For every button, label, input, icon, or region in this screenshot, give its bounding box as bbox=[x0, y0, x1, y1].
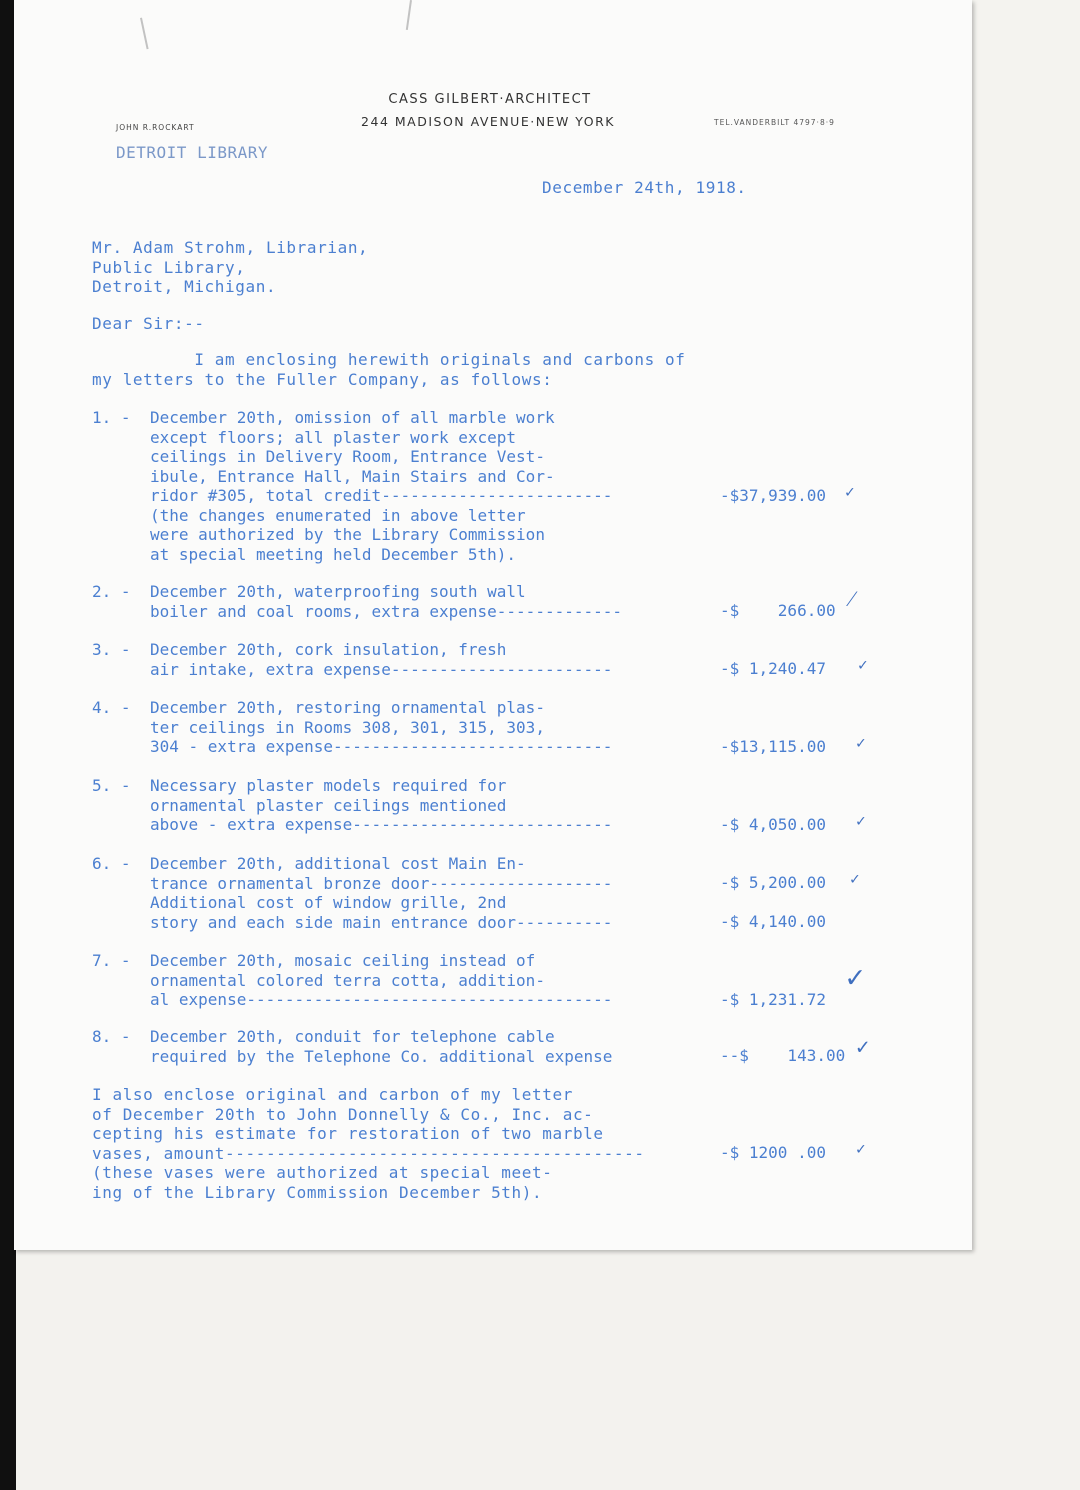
item-number: 4. - bbox=[92, 698, 131, 717]
file-label: DETROIT LIBRARY bbox=[116, 143, 268, 162]
item-text: December 20th, additional cost Main En- trance ornamental bronze door------------------- Additional cost of window grille, 2nd story and each side main entrance door---------- bbox=[150, 854, 613, 932]
check-mark-icon: ✓ bbox=[856, 1035, 870, 1060]
item-text: December 20th, conduit for telephone cable required by the Telephone Co. additional expense bbox=[150, 1027, 613, 1066]
item-number: 2. - bbox=[92, 582, 131, 601]
check-mark-icon: ⁄ bbox=[850, 587, 854, 612]
item-amount: -$37,939.00 bbox=[720, 486, 826, 505]
letter-date: December 24th, 1918. bbox=[542, 178, 747, 197]
check-mark-icon: ✓ bbox=[856, 733, 866, 752]
check-mark-icon: ✓ bbox=[845, 482, 855, 501]
backing-sheet bbox=[16, 1250, 1080, 1490]
item-number: 7. - bbox=[92, 951, 131, 970]
check-mark-icon: ✓ bbox=[846, 960, 865, 995]
letterhead-address: 244 MADISON AVENUE·NEW YORK bbox=[361, 114, 615, 129]
closing-paragraph: I also enclose original and carbon of my letter of December 20th to John Donnelly & Co., Inc. ac- cepting his estimate for restoration of two marble vases, amount----------------------------------------- (these vases were authorized at special meet- ing of the Library Commission December 5th). bbox=[92, 1085, 645, 1202]
item-text: Necessary plaster models required for ornamental plaster ceilings mentioned above - extra expense--------------------------- bbox=[150, 776, 613, 834]
item-amount: --$ 143.00 bbox=[720, 1046, 846, 1065]
item-number: 1. - bbox=[92, 408, 131, 427]
pencil-mark bbox=[406, 0, 412, 30]
letterhead-title: CASS GILBERT·ARCHITECT bbox=[388, 92, 592, 107]
item-amount: -$ 266.00 bbox=[720, 601, 836, 620]
letterhead-telephone: TEL.VANDERBILT 4797·8·9 bbox=[714, 118, 835, 127]
item-text: December 20th, waterproofing south wall boiler and coal rooms, extra expense------------- bbox=[150, 582, 623, 621]
item-text: December 20th, omission of all marble work except floors; all plaster work except ceilings in Delivery Room, Entrance Vest- ibule, Entrance Hall, Main Stairs and Cor- ridor #305, total credit------------------------ (the changes enumerated in above letter were authorized by the Library Commission at special meeting held December 5th). bbox=[150, 408, 613, 564]
item-number: 8. - bbox=[92, 1027, 131, 1046]
item-amount: -$ 1,231.72 bbox=[720, 990, 826, 1009]
item-text: December 20th, cork insulation, fresh air intake, extra expense----------------------- bbox=[150, 640, 613, 679]
item-amount: -$ 4,050.00 bbox=[720, 815, 826, 834]
recipient-address: Mr. Adam Strohm, Librarian, Public Library, Detroit, Michigan. bbox=[92, 238, 369, 296]
item-number: 3. - bbox=[92, 640, 131, 659]
check-mark-icon: ✓ bbox=[856, 811, 866, 830]
check-mark-icon: ✓ bbox=[856, 1139, 866, 1158]
check-mark-icon: ✓ bbox=[858, 655, 868, 674]
letterhead-left-name: JOHN R.ROCKART bbox=[116, 123, 195, 132]
intro-paragraph: I am enclosing herewith originals and carbons of my letters to the Fuller Company, as follows: bbox=[92, 350, 686, 389]
item-amount: -$ 4,140.00 bbox=[720, 912, 826, 931]
item-number: 5. - bbox=[92, 776, 131, 795]
check-mark-icon: ✓ bbox=[850, 869, 860, 888]
item-amount: -$ 1,240.47 bbox=[720, 659, 826, 678]
closing-amount: -$ 1200 .00 bbox=[720, 1143, 826, 1162]
salutation: Dear Sir:-- bbox=[92, 314, 205, 333]
item-text: December 20th, mosaic ceiling instead of ornamental colored terra cotta, addition- al expense-------------------------------------- bbox=[150, 951, 613, 1009]
item-amount: -$ 5,200.00 bbox=[720, 873, 826, 892]
item-text: December 20th, restoring ornamental plas- ter ceilings in Rooms 308, 301, 315, 303, 304 - extra expense----------------------------- bbox=[150, 698, 613, 756]
pencil-mark bbox=[140, 18, 149, 50]
item-amount: -$13,115.00 bbox=[720, 737, 826, 756]
item-number: 6. - bbox=[92, 854, 131, 873]
